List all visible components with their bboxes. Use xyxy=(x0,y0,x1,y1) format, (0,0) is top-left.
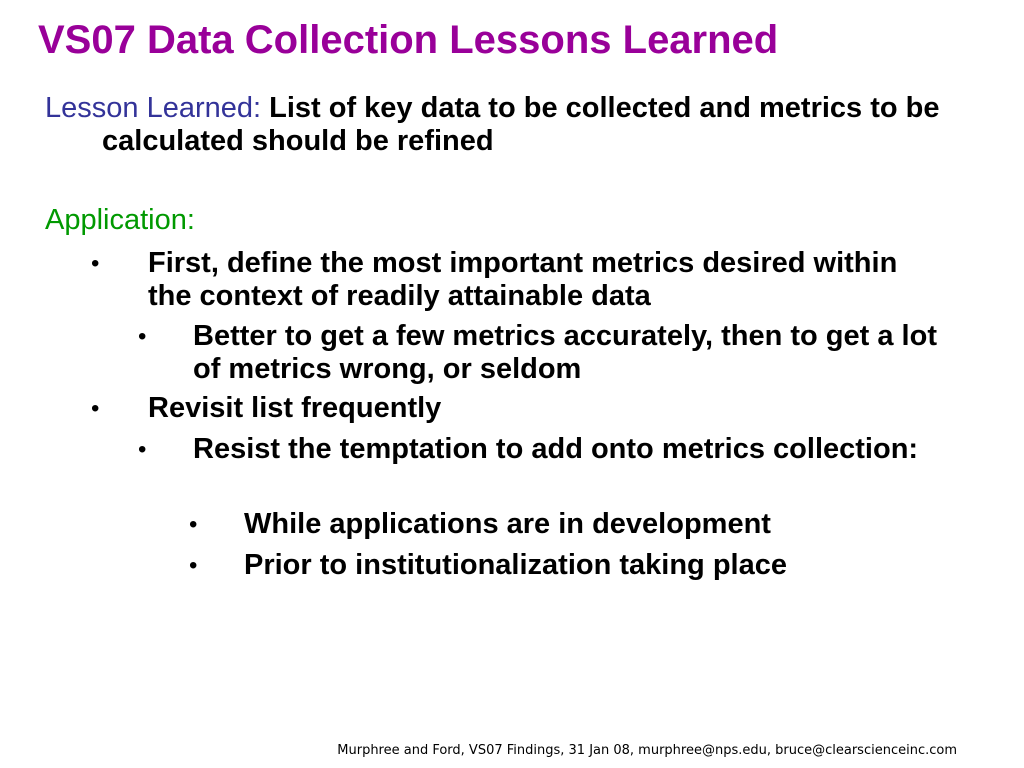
lesson-learned-paragraph xyxy=(45,92,1002,158)
bullet-item xyxy=(91,392,948,425)
bullet-icon: • xyxy=(189,552,198,579)
bullet-icon: • xyxy=(91,395,100,422)
bullet-item xyxy=(138,320,953,386)
application-label: Application: xyxy=(45,204,195,236)
slide-title: VS07 Data Collection Lessons Learned xyxy=(38,18,779,62)
bullet-item xyxy=(91,247,948,313)
bullet-text: Revisit list frequently xyxy=(148,392,442,424)
slide-footer: Murphree and Ford, VS07 Findings, 31 Jan 08, murphree@nps.edu, bruce@clearscienceinc.com xyxy=(337,743,957,758)
bullet-icon: • xyxy=(138,323,147,350)
bullet-text: Prior to institutionalization taking place xyxy=(244,549,787,581)
bullet-icon: • xyxy=(91,250,100,277)
lesson-learned-label: Lesson Learned: xyxy=(45,92,262,124)
bullet-text: First, define the most important metrics desired within the context of readily attainable data xyxy=(148,247,898,312)
bullet-item xyxy=(189,508,944,541)
bullet-text: While applications are in development xyxy=(244,508,771,540)
bullet-text: Better to get a few metrics accurately, then to get a lot of metrics wrong, or seldom xyxy=(193,320,937,385)
bullet-icon: • xyxy=(189,511,198,538)
bullet-item xyxy=(138,433,953,466)
bullet-item xyxy=(189,549,944,582)
bullet-icon: • xyxy=(138,436,147,463)
lesson-learned-text: List of key data to be collected and metrics to be calculated should be refined xyxy=(102,92,940,157)
bullet-text: Resist the temptation to add onto metrics collection: xyxy=(193,433,919,465)
